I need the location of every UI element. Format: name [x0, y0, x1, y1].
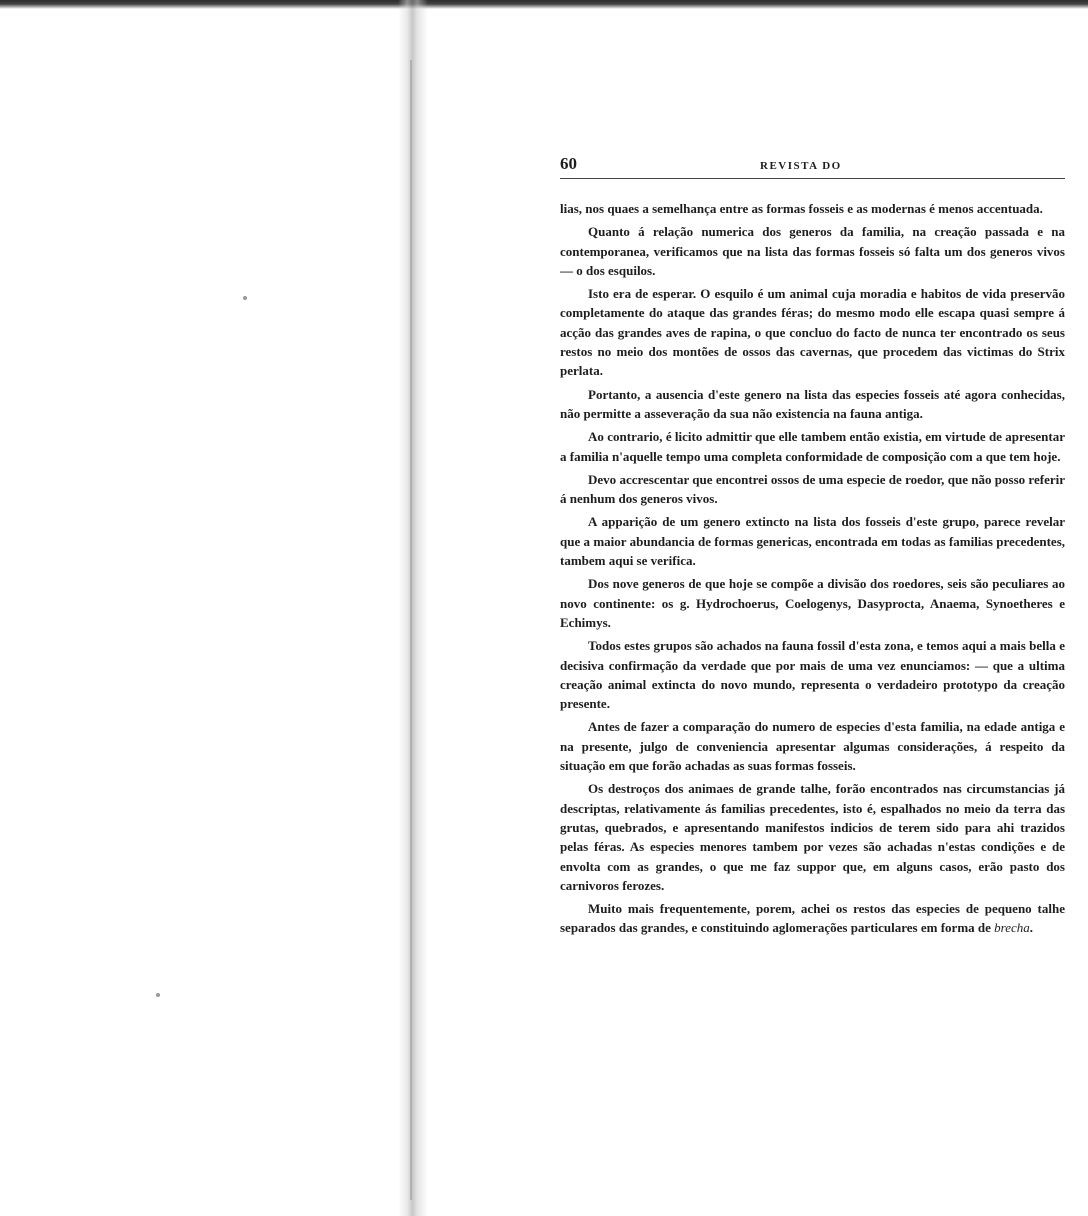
paragraph: Os destroços dos animaes de grande talhe, forão encontrados nas circumstancias já descriptas, relativamente ás familias precedentes, isto é, espalhados no meio da terra das grutas, quebrados, e apresentando manifestos indicios de terem sido para ahi trazidos pelas féras. As especies menores tambem por vezes são achadas n'estas condições e de envolta com as grandes, o que me faz suppor que, em alguns casos, erão pasto dos carnivoros ferozes. [560, 781, 1065, 893]
book-page [560, 150, 1065, 942]
page-number: 60 [560, 154, 577, 173]
last-paragraph-end: . [1029, 920, 1034, 936]
paragraph: Devo accrescentar que encontrei ossos de uma especie de roedor, que não posso referir á nenhum dos generos vivos. [560, 471, 1065, 507]
paragraph: Quanto á relação numerica dos generos da familia, na creação passada e na contemporanea, verificamos que na lista das formas fosseis só falta um dos generos vivos — o dos esquilos. [560, 224, 1065, 278]
book-gutter-line [410, 60, 412, 1200]
italic-term: brecha [994, 920, 1030, 936]
scan-speck [243, 296, 247, 300]
body-text [560, 199, 1065, 938]
paragraph: lias, nos quaes a semelhança entre as formas fosseis e as modernas é menos accentuada. [560, 201, 1043, 216]
paragraph: A apparição de um genero extincto na lista dos fosseis d'este grupo, parece revelar que a maior abundancia de formas genericas, encontrada em todas as familias precedentes, tambem aqui se verifica. [560, 514, 1065, 569]
scan-top-edge [0, 0, 1088, 9]
paragraph: Isto era de esperar. O esquilo é um animal cuja moradia e habitos de vida preservão completamente do ataque das grandes féras; do mesmo modo elle escapa quasi sempre á acção das grandes aves de rapina, o que concluo do facto de nunca ter encontrado os seus restos no meio dos montões de ossos das cavernas, que procedem das victimas do Strix perlata. [560, 286, 1065, 379]
paragraph: Dos nove generos de que hoje se compõe a divisão dos roedores, seis são peculiares ao novo continente: os g. Hydrochoerus, Coelogenys, Dasyprocta, Anaema, Synoetheres e Echimys. [560, 576, 1065, 630]
paragraph: Todos estes grupos são achados na fauna fossil d'esta zona, e temos aqui a mais bella e decisiva confirmação da verdade que por mais de uma vez enunciamos: — que a ultima creação animal extincta do novo mundo, representa o verdadeiro prototypo da creação presente. [560, 638, 1065, 712]
last-paragraph [560, 899, 1065, 938]
scan-speck [156, 993, 160, 997]
paragraph: Ao contrario, é licito admittir que elle tambem então existia, em virtude de apresentar a familia n'aquelle tempo uma completa conformidade de composição com a que tem hoje. [560, 429, 1065, 464]
last-paragraph-text: Muito mais frequentemente, porem, achei os restos das especies de pequeno talhe separados das grandes, e constituindo aglomerações particulares em forma de [560, 901, 1065, 936]
book-gutter-shadow [398, 0, 428, 1216]
page-header [560, 150, 1065, 179]
running-head: REVISTA DO [760, 160, 842, 172]
paragraph: Antes de fazer a comparação do numero de especies d'esta familia, na edade antiga e na presente, julgo de conveniencia apresentar algumas considerações, á respeito da situação em que forão achadas as suas formas fosseis. [560, 719, 1065, 774]
paragraph: Portanto, a ausencia d'este genero na lista das especies fosseis até agora conhecidas, não permitte a asseveração da sua não existencia na fauna antiga. [560, 386, 1065, 421]
